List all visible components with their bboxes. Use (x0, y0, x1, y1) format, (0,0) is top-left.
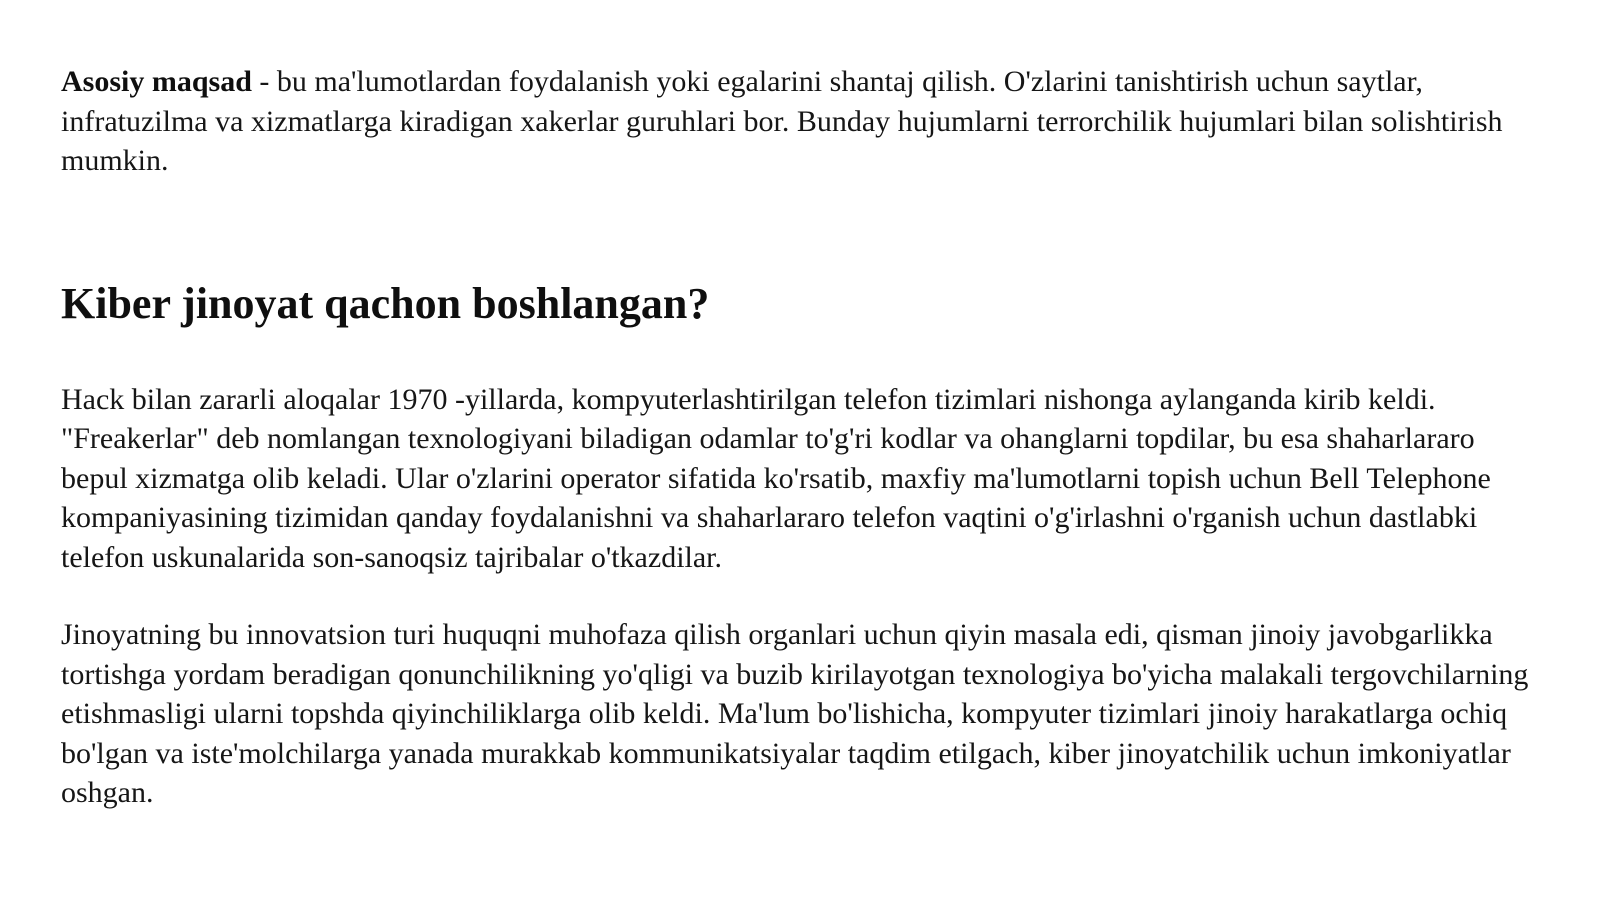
intro-bold-label: Asosiy maqsad (61, 65, 252, 98)
document-page (61, 62, 1541, 813)
section-heading: Kiber jinoyat qachon boshlangan? (61, 278, 710, 328)
intro-paragraph (61, 62, 1541, 181)
body-paragraph-2: Jinoyatning bu innovatsion turi huquqni muhofaza qilish organlari uchun qiyin masala edi, qisman jinoiy javobgarlikka tortishga yordam beradigan qonunchilikning yo'qligi va buzib kirilayotgan texnologiya bo'yicha malakali tergovchilarning etishmasligi ularni topshda qiyinchiliklarga olib keldi. Ma'lum bo'lishicha, kompyuter tizimlari jinoiy harakatlarga ochiq bo'lgan va iste'molchilarga yanada murakkab kommunikatsiyalar taqdim etilgach, kiber jinoyatchilik uchun imkoniyatlar oshgan. (61, 618, 1529, 809)
body-paragraph-1: Hack bilan zararli aloqalar 1970 -yillarda, kompyuterlashtirilgan telefon tizimlari nishonga aylanganda kirib keldi. "Freakerlar" deb nomlangan texnologiyani biladigan odamlar to'g'ri kodlar va ohanglarni topdilar, bu esa shaharlararo bepul xizmatga olib keladi. Ular o'zlarini operator sifatida ko'rsatib, maxfiy ma'lumotlarni topish uchun Bell Telephone kompaniyasining tizimidan qanday foydalanishni va shaharlararo telefon vaqtini o'g'irlashni o'rganish uchun dastlabki telefon uskunalarida son-sanoqsiz tajribalar o'tkazdilar. (61, 382, 1491, 574)
intro-text: - bu ma'lumotlardan foydalanish yoki egalarini shantaj qilish. O'zlarini tanishtirish uchun saytlar, infratuzilma va xizmatlarga kiradigan xakerlar guruhlari bor. Bunday hujumlarni terrorchilik hujumlari bilan solishtirish mumkin. (61, 65, 1503, 177)
